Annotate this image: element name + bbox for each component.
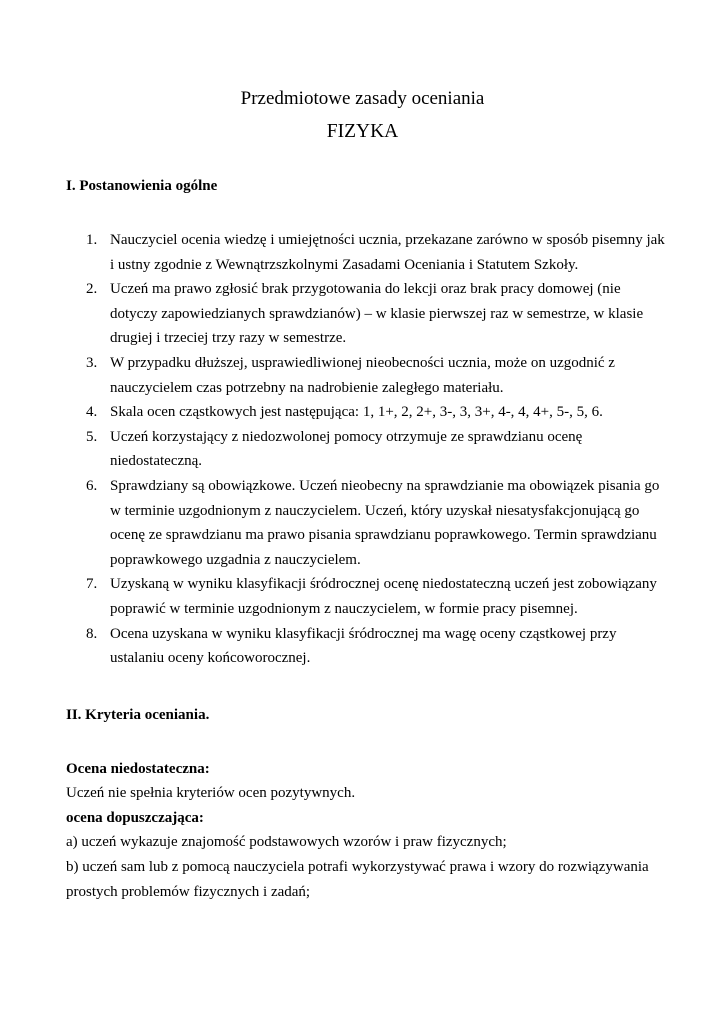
list-item-text: Ocena uzyskana w wyniku klasyfikacji śródrocznej ma wagę oceny cząstkowej przy ustalaniu oceny końcoworocznej. <box>110 625 617 667</box>
list-item <box>66 351 670 400</box>
list-item <box>66 474 670 572</box>
list-item-number: 5. <box>86 428 98 445</box>
list-item-number: 7. <box>86 576 98 593</box>
list-item-number: 8. <box>86 625 98 642</box>
grade-sufficient-criterion-b: b) uczeń sam lub z pomocą nauczyciela potrafi wykorzystywać prawa i wzory do rozwiązywania prostych problemów fizycznych i zadań; <box>66 859 649 900</box>
list-item-text: Uczeń ma prawo zgłosić brak przygotowania do lekcji oraz brak pracy domowej (nie dotyczy zapowiedzianych sprawdzianów) – w klasie pierwszej raz w semestrze, w klasie drugiej i trzeciej trzy razy w semestrze. <box>110 281 644 347</box>
list-item-number: 3. <box>86 354 98 371</box>
grade-sufficient-title: ocena dopuszczająca: <box>66 810 204 826</box>
list-item-number: 2. <box>86 281 98 298</box>
list-item <box>66 228 670 277</box>
list-item-text: Nauczyciel ocenia wiedzę i umiejętności ucznia, przekazane zarówno w sposób pisemny jak i ustny zgodnie z Wewnątrzszkolnymi Zasadami Oceniania i Statutem Szkoły. <box>110 232 665 273</box>
document-title: Przedmiotowe zasady oceniania <box>240 88 485 109</box>
list-item <box>66 277 670 351</box>
list-item-text: W przypadku dłuższej, usprawiedliwionej nieobecności ucznia, może on uzgodnić z nauczycielem czas potrzebny na nadrobienie zaległego materiału. <box>110 354 615 396</box>
grade-insufficient-text: Uczeń nie spełnia kryteriów ocen pozytywnych. <box>66 785 356 801</box>
section-heading-general: I. Postanowienia ogólne <box>66 178 218 194</box>
list-item <box>66 572 670 621</box>
list-item-number: 6. <box>86 477 98 494</box>
list-item <box>66 622 670 671</box>
general-rules-list <box>66 228 670 671</box>
list-item-number: 4. <box>86 404 98 421</box>
list-item-text: Skala ocen cząstkowych jest następująca: 1, 1+, 2, 2+, 3-, 3, 3+, 4-, 4, 4+, 5-, 5, 6. <box>110 404 603 421</box>
list-item-text: Sprawdziany są obowiązkowe. Uczeń nieobecny na sprawdzianie ma obowiązek pisania go w terminie uzgodnionym z nauczycielem. Uczeń, który uzyskał niesatysfakcjonującą go ocenę ze sprawdzianu ma prawo pisania sprawdzianu poprawkowego. Termin sprawdzianu poprawkowego uzgadnia z nauczycielem. <box>110 477 660 568</box>
list-item <box>66 400 670 425</box>
section-heading-criteria: II. Kryteria oceniania. <box>66 707 210 723</box>
list-item <box>66 425 670 474</box>
grade-sufficient-criterion-a: a) uczeń wykazuje znajomość podstawowych wzorów i praw fizycznych; <box>66 834 507 850</box>
subject-title: FIZYKA <box>326 121 399 142</box>
list-item-text: Uczeń korzystający z niedozwolonej pomocy otrzymuje ze sprawdzianu ocenę niedostateczną. <box>110 428 583 470</box>
grade-insufficient-title: Ocena niedostateczna: <box>66 761 210 777</box>
list-item-number: 1. <box>86 232 98 248</box>
list-item-text: Uzyskaną w wyniku klasyfikacji śródrocznej ocenę niedostateczną uczeń jest zobowiązany poprawić w terminie uzgodnionym z nauczycielem, w formie pracy pisemnej. <box>110 576 657 617</box>
